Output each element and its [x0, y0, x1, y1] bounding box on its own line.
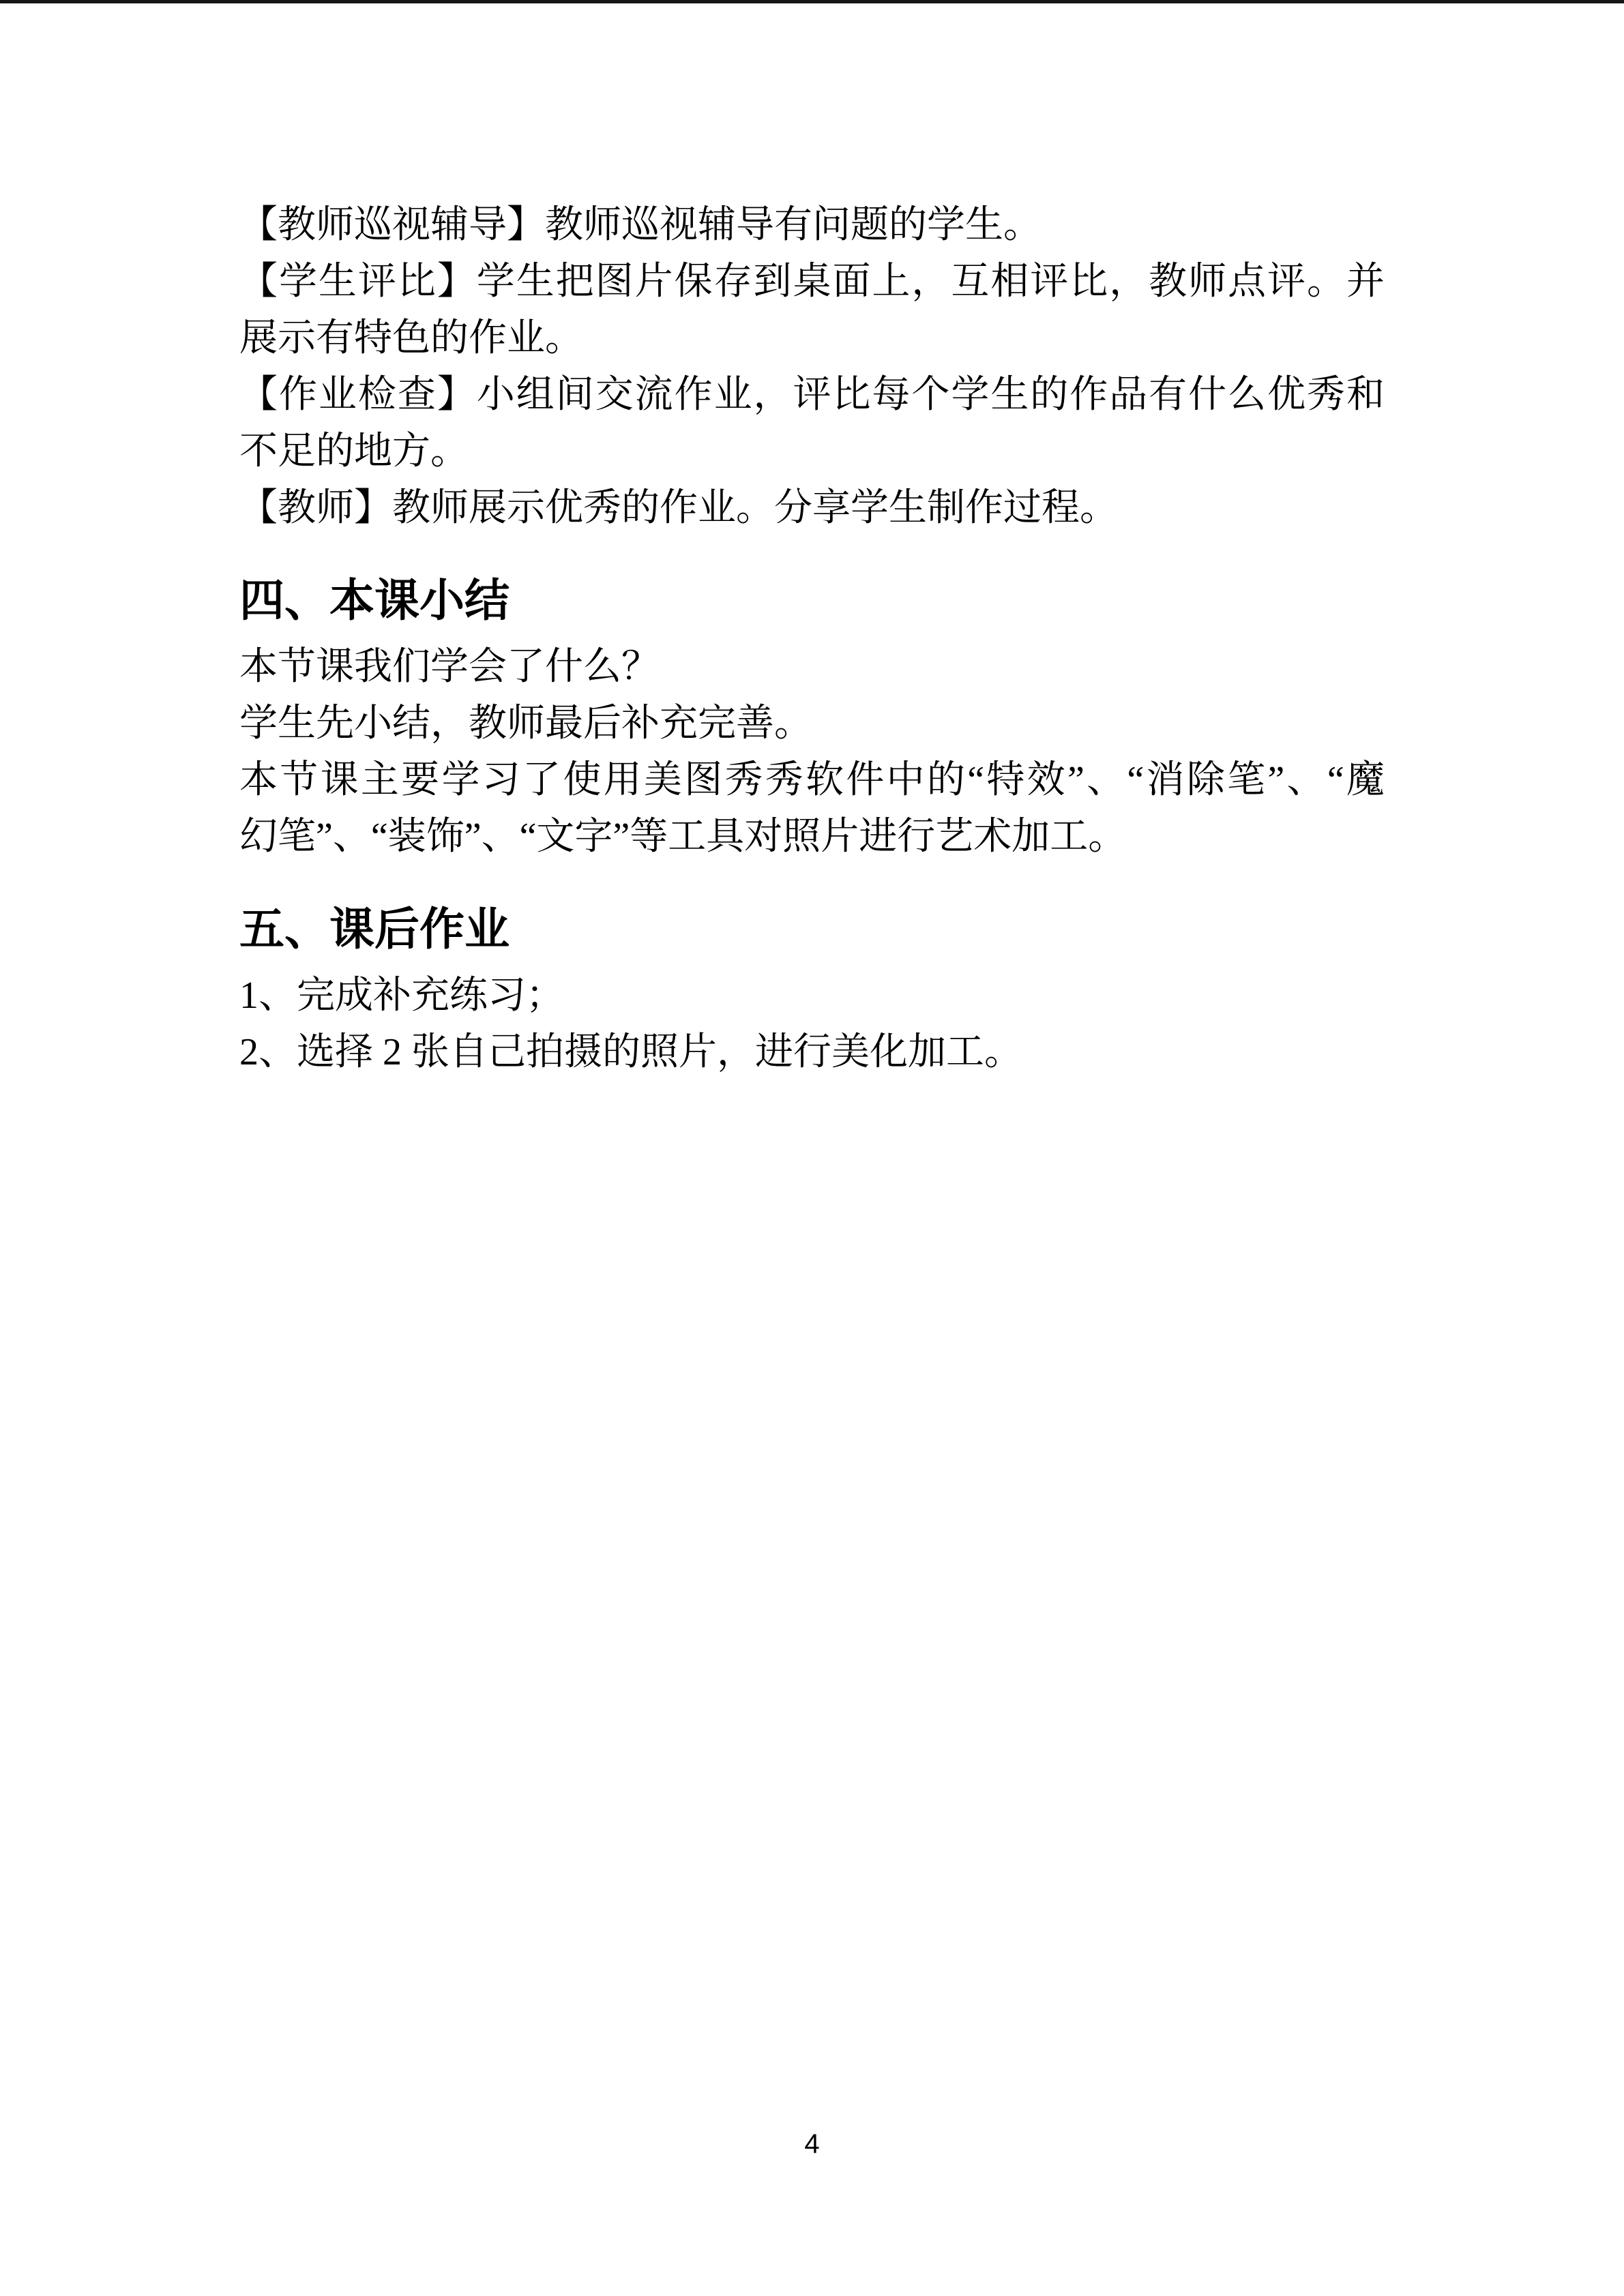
- section-4-line-1: 本节课我们学会了什么？: [239, 646, 660, 688]
- section-4-heading: 四、本课小结: [239, 576, 510, 626]
- page-number: 4: [804, 2129, 820, 2159]
- section-4-line-3: 本节课主要学习了使用美图秀秀软件中的“特效”、“消除笔”、“魔: [239, 759, 1385, 801]
- section-5-heading: 五、课后作业: [239, 905, 510, 955]
- intro-line-1: 【教师巡视辅导】教师巡视辅导有问题的学生。: [239, 204, 1042, 246]
- intro-line-6: 【教师】教师展示优秀的作业。分享学生制作过程。: [239, 487, 1118, 529]
- page-top-border: [0, 0, 1624, 3]
- section-5-line-1: 1、完成补充练习；: [239, 974, 564, 1017]
- intro-line-2: 【学生评比】学生把图片保存到桌面上，互相评比，教师点评。并: [239, 260, 1385, 303]
- intro-line-4: 【作业检查】小组间交流作业，评比每个学生的作品有什么优秀和: [239, 374, 1385, 416]
- section-4-line-4: 幻笔”、“装饰”、“文字”等工具对照片进行艺术加工。: [239, 816, 1127, 858]
- section-5-line-2: 2、选择 2 张自己拍摄的照片，进行美化加工。: [239, 1031, 1022, 1073]
- document-content: [239, 197, 1385, 1081]
- section-4-line-2: 学生先小结，教师最后补充完善。: [239, 702, 812, 745]
- intro-line-5: 不足的地方。: [239, 430, 469, 473]
- intro-line-3: 展示有特色的作业。: [239, 317, 583, 359]
